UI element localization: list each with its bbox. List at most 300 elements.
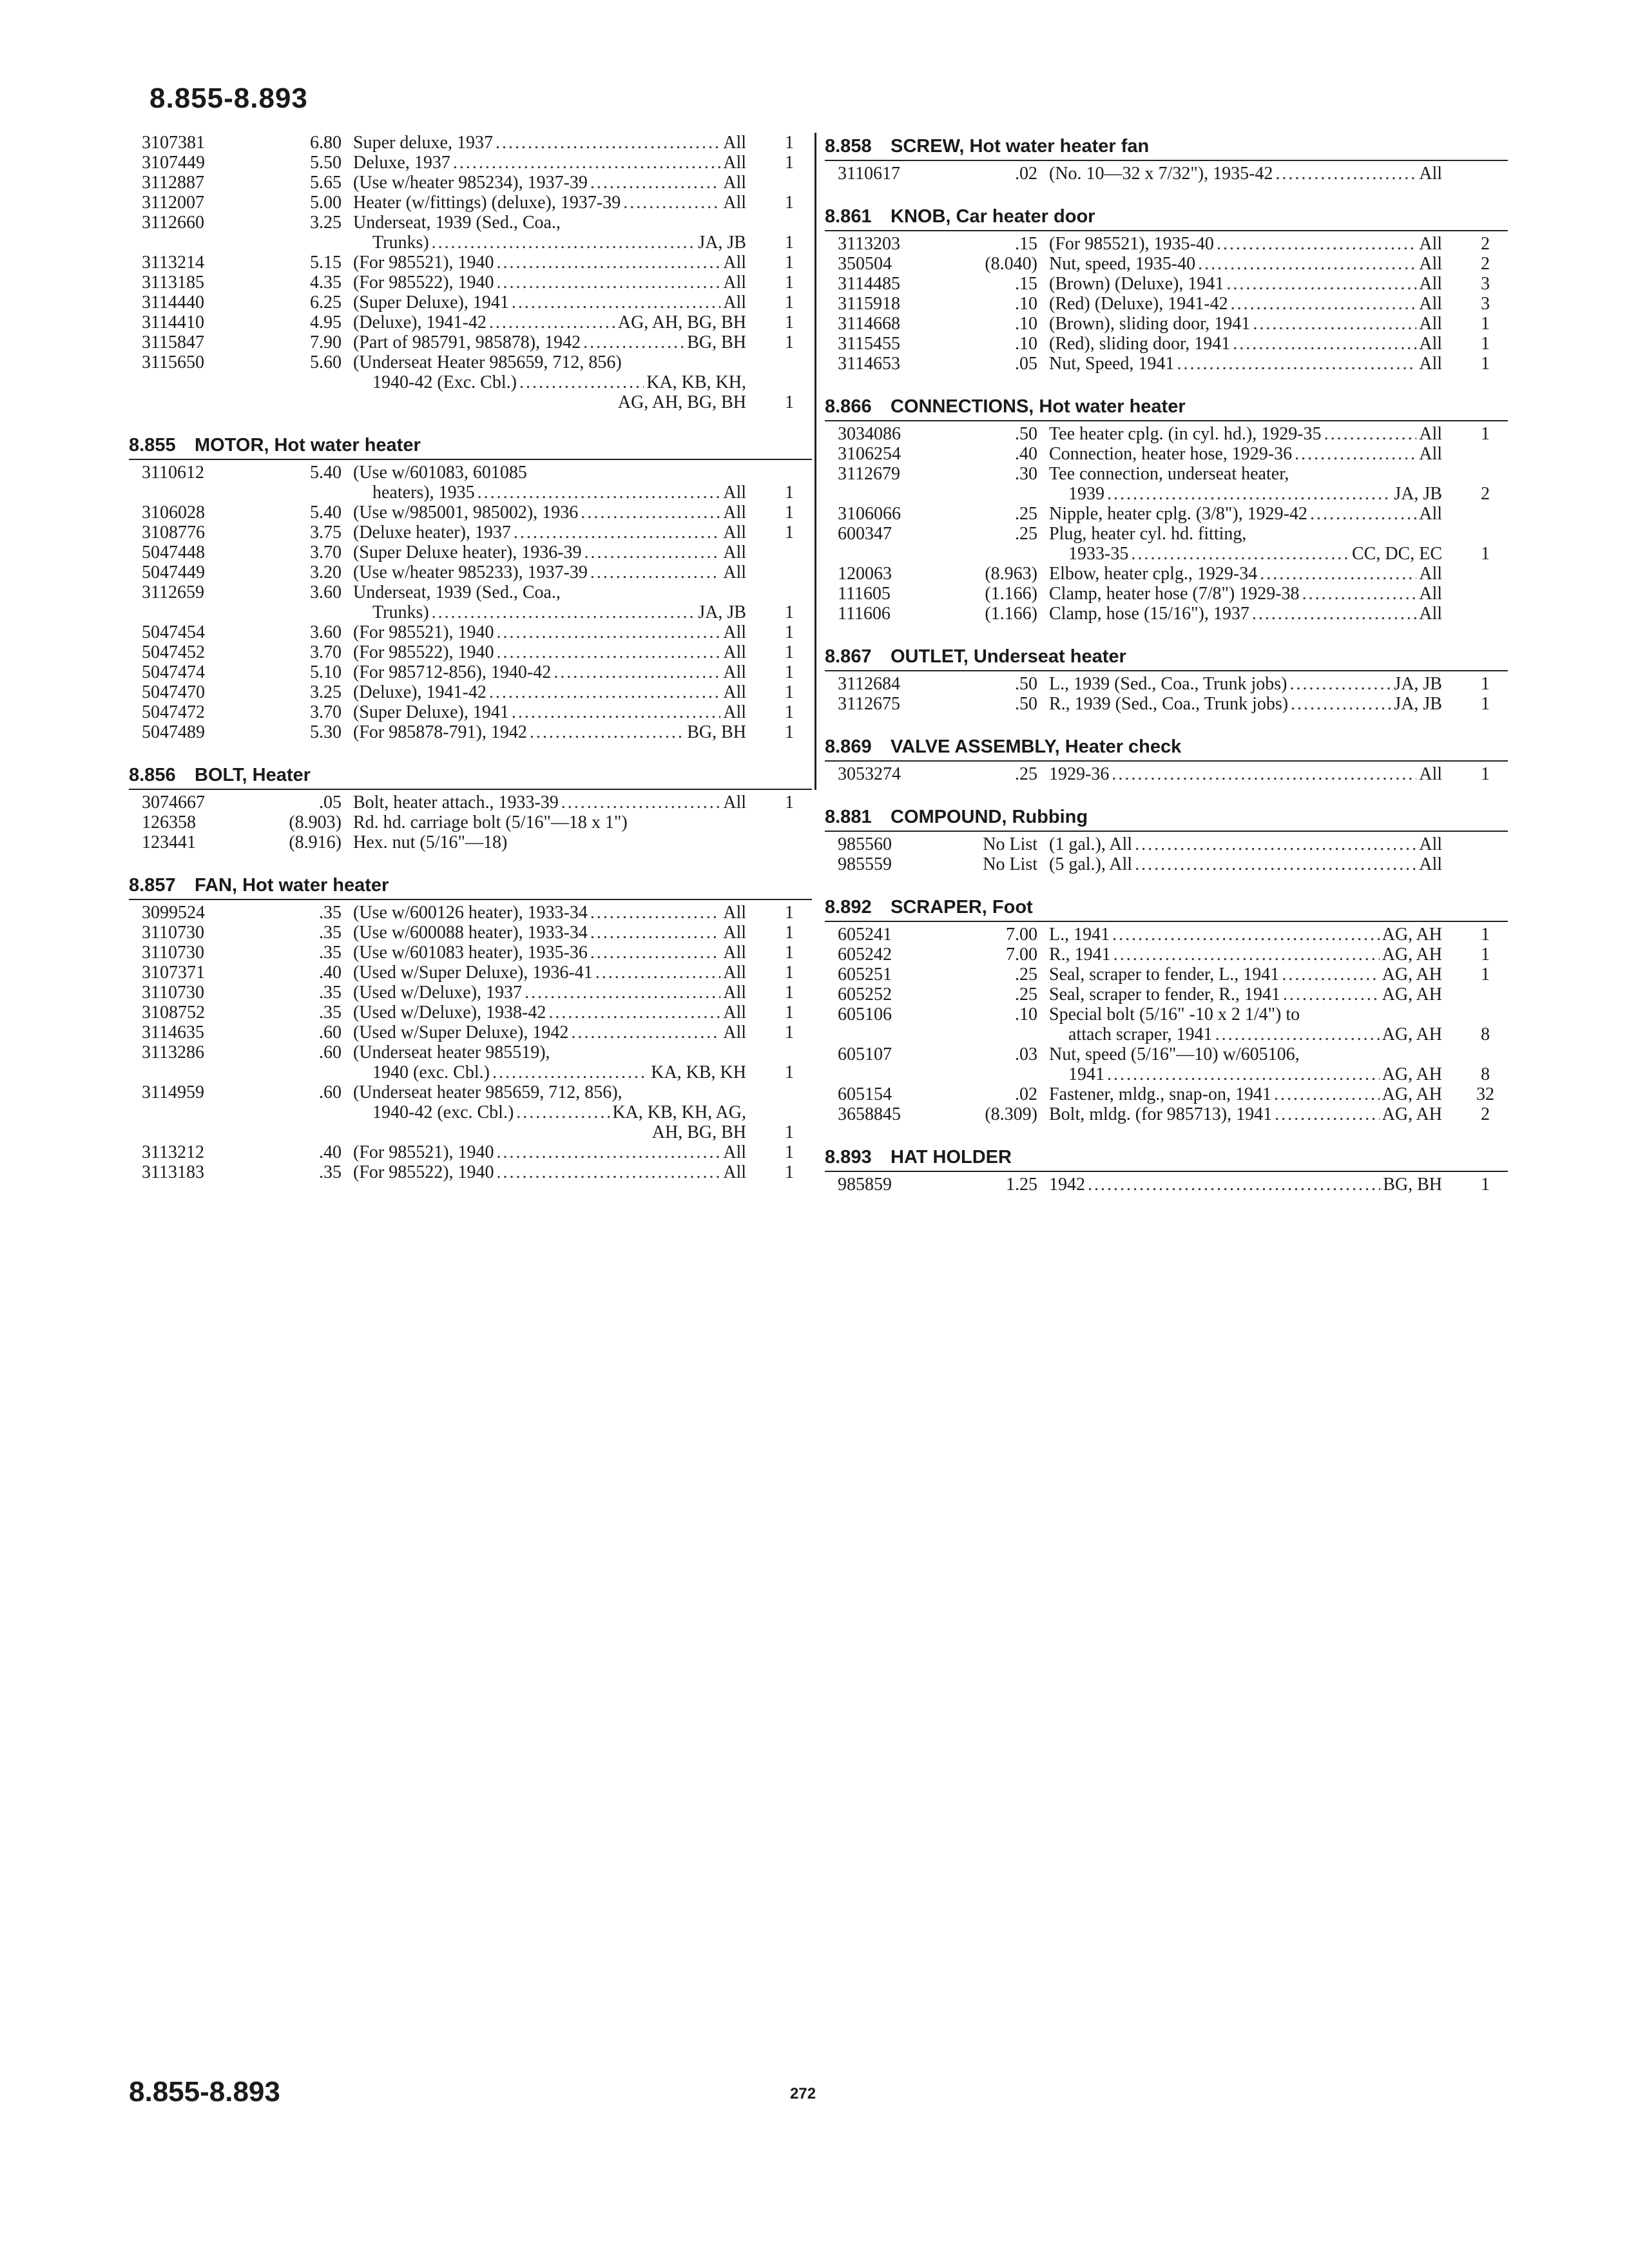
price: .50 <box>1015 674 1037 694</box>
part-number: 111606 <box>838 604 891 624</box>
description-line <box>353 173 746 193</box>
description-text: (Part of 985791, 985878), 1942 <box>353 332 581 352</box>
price: .25 <box>1015 985 1037 1004</box>
description-line <box>353 372 746 392</box>
table-row <box>825 985 1508 1004</box>
section-rule <box>825 160 1508 161</box>
section-8.858 <box>825 133 1508 184</box>
part-number: 605107 <box>838 1044 892 1064</box>
dot-leader <box>1289 674 1391 694</box>
quantity: 1 <box>1481 354 1490 374</box>
description-line <box>1049 254 1442 274</box>
description-line <box>353 352 746 372</box>
price: .02 <box>1015 1084 1037 1104</box>
description-line <box>353 602 746 622</box>
quantity: 1 <box>785 293 794 312</box>
price: .35 <box>319 903 342 923</box>
table-row <box>129 543 812 562</box>
part-number: 111605 <box>838 584 891 604</box>
dot-leader <box>1177 354 1416 374</box>
price: (8.963) <box>985 564 1037 584</box>
price: No List <box>983 854 1037 874</box>
description-line <box>353 642 746 662</box>
description <box>353 983 746 1003</box>
table-row <box>129 622 812 642</box>
description-text: (For 985521), 1935-40 <box>1049 234 1214 254</box>
section-8.857 <box>129 872 812 1182</box>
model-codes: AG, AH <box>1382 945 1442 965</box>
section-number: 8.881 <box>825 807 872 827</box>
description-text: (1 gal.), All <box>1049 834 1133 854</box>
model-codes: All <box>723 133 746 153</box>
description-line <box>1049 925 1442 945</box>
description-text: Bolt, heater attach., 1933-39 <box>353 793 559 812</box>
description <box>1049 694 1442 714</box>
model-codes: All <box>1419 854 1442 874</box>
description-text: Super deluxe, 1937 <box>353 133 493 153</box>
price: .10 <box>1015 334 1037 354</box>
section-heading <box>825 133 1508 160</box>
dot-leader <box>548 1003 720 1023</box>
quantity: 2 <box>1481 254 1490 274</box>
model-codes: All <box>1419 254 1442 274</box>
price: .10 <box>1015 314 1037 334</box>
description-line <box>1049 504 1442 524</box>
description <box>353 312 746 332</box>
description-line <box>1049 1084 1442 1104</box>
description <box>353 543 746 562</box>
dot-leader <box>519 372 644 392</box>
model-codes: JA, JB <box>698 233 746 253</box>
description-text: Tee heater cplg. (in cyl. hd.), 1929-35 <box>1049 424 1322 444</box>
quantity: 1 <box>785 312 794 332</box>
part-number: 3112007 <box>142 193 204 213</box>
description-line <box>1049 274 1442 294</box>
description-line <box>353 133 746 153</box>
description-line <box>1049 234 1442 254</box>
model-codes: AG, AH <box>1382 1064 1442 1084</box>
price: .05 <box>319 793 342 812</box>
model-codes: AG, AH <box>1382 1024 1442 1044</box>
description-text: Underseat, 1939 (Sed., Coa., <box>353 213 561 233</box>
table-row <box>129 903 812 923</box>
description-text: Clamp, heater hose (7/8") 1929-38 <box>1049 584 1300 604</box>
dot-leader <box>492 1062 648 1082</box>
section-title: CONNECTIONS, Hot water heater <box>891 396 1186 417</box>
part-number: 3112659 <box>142 582 204 602</box>
section-title: OUTLET, Underseat heater <box>891 646 1126 667</box>
price: .35 <box>319 943 342 963</box>
description <box>1049 564 1442 584</box>
model-codes: All <box>1419 354 1442 374</box>
dot-leader <box>554 662 720 682</box>
description-text: (Use w/601083 heater), 1935-36 <box>353 943 588 963</box>
table-row <box>825 164 1508 184</box>
model-codes: All <box>1419 274 1442 294</box>
dot-leader <box>590 943 720 963</box>
part-number: 605242 <box>838 945 892 965</box>
description <box>353 1003 746 1023</box>
model-codes: All <box>723 963 746 983</box>
description <box>353 702 746 722</box>
quantity: 1 <box>785 1062 794 1082</box>
part-number: 605106 <box>838 1004 892 1024</box>
table-row <box>129 312 812 332</box>
table-row <box>129 173 812 193</box>
description-line <box>1049 965 1442 985</box>
description-text: Plug, heater cyl. hd. fitting, <box>1049 524 1247 544</box>
dot-leader <box>1275 164 1416 184</box>
description-text: 1933-35 <box>1068 544 1129 564</box>
model-codes: All <box>723 1003 746 1023</box>
dot-leader <box>1253 314 1416 334</box>
price: .25 <box>1015 524 1037 544</box>
description <box>1049 1175 1442 1195</box>
description-text: (Use w/heater 985233), 1937-39 <box>353 562 588 582</box>
section-number: 8.892 <box>825 897 872 918</box>
model-codes: All <box>723 702 746 722</box>
description <box>1049 604 1442 624</box>
model-codes: BG, BH <box>687 722 746 742</box>
quantity: 2 <box>1481 234 1490 254</box>
section-number: 8.867 <box>825 646 872 667</box>
table-row <box>825 854 1508 874</box>
dot-leader <box>1282 965 1379 985</box>
section-rule <box>129 899 812 900</box>
table-row <box>129 963 812 983</box>
dot-leader <box>1274 1084 1380 1104</box>
description-line <box>1049 584 1442 604</box>
description-line <box>1049 764 1442 784</box>
part-number: 3110730 <box>142 923 204 943</box>
model-codes: KA, KB, KH, AG, <box>612 1102 746 1122</box>
description-text: (5 gal.), All <box>1049 854 1133 874</box>
table-row <box>129 1023 812 1043</box>
table-row <box>129 943 812 963</box>
description-line <box>353 1082 746 1102</box>
quantity: 1 <box>1481 424 1490 444</box>
model-codes: All <box>723 983 746 1003</box>
description-line <box>353 1023 746 1043</box>
description-text: R., 1941 <box>1049 945 1111 965</box>
description-line <box>353 523 746 543</box>
description-line <box>1049 524 1442 544</box>
dot-leader <box>1226 274 1416 294</box>
model-codes: All <box>723 793 746 812</box>
model-codes: All <box>723 923 746 943</box>
description <box>1049 925 1442 945</box>
part-number: 120063 <box>838 564 892 584</box>
dot-leader <box>1275 1104 1380 1124</box>
dot-leader <box>497 1142 721 1162</box>
section-8.869 <box>825 733 1508 784</box>
section-heading <box>825 393 1508 420</box>
description-text: (Use w/600088 heater), 1933-34 <box>353 923 588 943</box>
dot-leader <box>571 1023 720 1043</box>
description-line <box>353 903 746 923</box>
model-codes: All <box>723 662 746 682</box>
part-number: 3106066 <box>838 504 901 524</box>
part-number: 3113212 <box>142 1142 204 1162</box>
quantity: 8 <box>1481 1064 1490 1084</box>
price: .02 <box>1015 164 1037 184</box>
part-number: 350504 <box>838 254 892 274</box>
model-codes: All <box>723 293 746 312</box>
dot-leader <box>581 503 720 523</box>
dot-leader <box>561 793 720 812</box>
table-row <box>129 812 812 832</box>
table-row <box>825 334 1508 354</box>
description <box>353 582 746 622</box>
table-row <box>825 764 1508 784</box>
model-codes: AH, BG, BH <box>651 1122 746 1142</box>
part-number: 3108776 <box>142 523 205 543</box>
description-line <box>353 832 746 852</box>
quantity: 2 <box>1481 1104 1490 1124</box>
price: .10 <box>1015 294 1037 314</box>
price: 6.25 <box>310 293 342 312</box>
model-codes: JA, JB <box>1394 674 1442 694</box>
part-number: 605241 <box>838 925 892 945</box>
quantity: 1 <box>785 133 794 153</box>
quantity: 2 <box>1481 484 1490 504</box>
section-number: 8.893 <box>825 1147 872 1168</box>
model-codes: All <box>1419 164 1442 184</box>
quantity: 1 <box>785 193 794 213</box>
description <box>353 273 746 293</box>
section-title: FAN, Hot water heater <box>195 875 389 896</box>
table-row <box>129 253 812 273</box>
part-number: 3034086 <box>838 424 901 444</box>
description <box>353 562 746 582</box>
quantity: 1 <box>785 963 794 983</box>
part-number: 985559 <box>838 854 892 874</box>
model-codes: All <box>723 903 746 923</box>
description-text: (Use w/heater 985234), 1937-39 <box>353 173 588 193</box>
model-codes: AG, AH <box>1382 1104 1442 1124</box>
price: .35 <box>319 923 342 943</box>
description <box>1049 464 1442 504</box>
part-number: 3074667 <box>142 793 205 812</box>
quantity: 1 <box>785 332 794 352</box>
model-codes: All <box>1419 584 1442 604</box>
model-codes: KA, KB, KH, <box>646 372 746 392</box>
section-number: 8.858 <box>825 136 872 157</box>
description <box>353 1023 746 1043</box>
description-text: (For 985522), 1940 <box>353 642 494 662</box>
table-row <box>129 562 812 582</box>
quantity: 1 <box>785 923 794 943</box>
table-row <box>129 193 812 213</box>
description-text: Special bolt (5/16" -10 x 2 1/4") to <box>1049 1004 1300 1024</box>
description-text: Seal, scraper to fender, L., 1941 <box>1049 965 1280 985</box>
description-text: Nut, speed, 1935-40 <box>1049 254 1196 274</box>
section-8.861 <box>825 203 1508 374</box>
table-row <box>825 834 1508 854</box>
part-number: 5047489 <box>142 722 205 742</box>
description-text: Nut, Speed, 1941 <box>1049 354 1175 374</box>
model-codes: All <box>723 153 746 173</box>
part-number: 3112675 <box>838 694 900 714</box>
table-row <box>129 213 812 253</box>
description <box>353 503 746 523</box>
price: (8.903) <box>289 812 342 832</box>
column-divider <box>815 133 816 790</box>
model-codes: All <box>1419 504 1442 524</box>
table-row <box>129 983 812 1003</box>
description <box>353 133 746 153</box>
table-row <box>825 1104 1508 1124</box>
description-line <box>353 503 746 523</box>
description-line <box>353 562 746 582</box>
description <box>353 463 746 503</box>
price: 5.60 <box>310 352 342 372</box>
description-text: Tee connection, underseat heater, <box>1049 464 1289 484</box>
price: .40 <box>319 1142 342 1162</box>
description-text: (Used w/Super Deluxe), 1936-41 <box>353 963 593 983</box>
section-8.856 <box>129 762 812 852</box>
dot-leader <box>1135 834 1416 854</box>
section-heading <box>825 803 1508 831</box>
price: .50 <box>1015 694 1037 714</box>
part-number: 123441 <box>142 832 196 852</box>
price: 5.10 <box>310 662 342 682</box>
price: .40 <box>319 963 342 983</box>
description <box>353 253 746 273</box>
section-title: VALVE ASSEMBLY, Heater check <box>891 736 1182 757</box>
section-heading <box>129 432 812 459</box>
table-row <box>129 463 812 503</box>
dot-leader <box>590 903 720 923</box>
price: 3.70 <box>310 642 342 662</box>
part-number: 605154 <box>838 1084 892 1104</box>
page-footer-title: 8.855-8.893 <box>129 2076 280 2108</box>
model-codes: AG, AH <box>1382 925 1442 945</box>
section-heading <box>129 762 812 789</box>
dot-leader <box>497 253 721 273</box>
table-row <box>825 424 1508 444</box>
part-number: 3106254 <box>838 444 901 464</box>
description <box>353 662 746 682</box>
model-codes: All <box>723 562 746 582</box>
description <box>353 352 746 412</box>
quantity: 3 <box>1481 294 1490 314</box>
description-text: (Used w/Super Deluxe), 1942 <box>353 1023 569 1043</box>
description-text: (Super Deluxe heater), 1936-39 <box>353 543 582 562</box>
description-text: (Used w/Deluxe), 1938-42 <box>353 1003 546 1023</box>
price: 5.30 <box>310 722 342 742</box>
section-8.866 <box>825 393 1508 624</box>
price: 5.15 <box>310 253 342 273</box>
price: .25 <box>1015 965 1037 985</box>
description-text: L., 1939 (Sed., Coa., Trunk jobs) <box>1049 674 1287 694</box>
part-number: 3114485 <box>838 274 900 294</box>
description-text: (For 985712-856), 1940-42 <box>353 662 552 682</box>
quantity: 1 <box>785 1142 794 1162</box>
dot-leader <box>1107 484 1391 504</box>
description-line <box>353 1162 746 1182</box>
description-line <box>353 233 746 253</box>
right-column <box>825 133 1508 1195</box>
quantity: 3 <box>1481 274 1490 294</box>
model-codes: KA, KB, KH <box>651 1062 746 1082</box>
description <box>353 293 746 312</box>
description-text: (Underseat heater 985659, 712, 856), <box>353 1082 622 1102</box>
price: 3.25 <box>310 213 342 233</box>
table-row <box>825 584 1508 604</box>
section-number: 8.861 <box>825 206 872 227</box>
description-line <box>353 793 746 812</box>
part-number: 5047449 <box>142 562 205 582</box>
description <box>353 642 746 662</box>
quantity: 1 <box>1481 925 1490 945</box>
section-title: KNOB, Car heater door <box>891 206 1095 227</box>
section-title: COMPOUND, Rubbing <box>891 807 1088 827</box>
quantity: 1 <box>785 903 794 923</box>
section-title: BOLT, Heater <box>195 765 311 785</box>
part-number: 3107381 <box>142 133 205 153</box>
quantity: 1 <box>785 233 794 253</box>
description-text: R., 1939 (Sed., Coa., Trunk jobs) <box>1049 694 1289 714</box>
quantity: 1 <box>785 1162 794 1182</box>
dot-leader <box>1252 604 1416 624</box>
description <box>1049 274 1442 294</box>
dot-leader <box>1215 1024 1380 1044</box>
description-text: (No. 10—32 x 7/32"), 1935-42 <box>1049 164 1273 184</box>
dot-leader <box>1324 424 1417 444</box>
description <box>1049 294 1442 314</box>
description-line <box>353 153 746 173</box>
table-row <box>129 1162 812 1182</box>
section-heading <box>129 872 812 899</box>
description-line <box>353 332 746 352</box>
description-text: (Used w/Deluxe), 1937 <box>353 983 523 1003</box>
section-8.867 <box>825 643 1508 714</box>
table-row <box>825 1004 1508 1044</box>
description <box>353 963 746 983</box>
model-codes: All <box>1419 334 1442 354</box>
dot-leader <box>489 312 615 332</box>
part-number: 3053274 <box>838 764 901 784</box>
dot-leader <box>1198 254 1416 274</box>
table-row <box>129 662 812 682</box>
description <box>353 622 746 642</box>
description-text: 1940-42 (exc. Cbl.) <box>372 1102 514 1122</box>
quantity: 1 <box>1481 674 1490 694</box>
price: (8.916) <box>289 832 342 852</box>
model-codes: AG, AH <box>1382 1084 1442 1104</box>
dot-leader <box>1112 764 1416 784</box>
section-number: 8.869 <box>825 736 872 757</box>
part-number: 126358 <box>142 812 196 832</box>
dot-leader <box>1260 564 1416 584</box>
table-row <box>129 523 812 543</box>
description-text: Underseat, 1939 (Sed., Coa., <box>353 582 561 602</box>
quantity: 1 <box>785 483 794 503</box>
price: .05 <box>1015 354 1037 374</box>
description <box>353 1082 746 1142</box>
price: 1.25 <box>1006 1175 1037 1195</box>
description <box>353 903 746 923</box>
dot-leader <box>1131 544 1349 564</box>
description-line <box>1049 674 1442 694</box>
description-line <box>1049 334 1442 354</box>
table-row <box>825 314 1508 334</box>
section-heading <box>825 733 1508 760</box>
description-text: (Red), sliding door, 1941 <box>1049 334 1231 354</box>
description <box>1049 584 1442 604</box>
description-text: (For 985878-791), 1942 <box>353 722 527 742</box>
